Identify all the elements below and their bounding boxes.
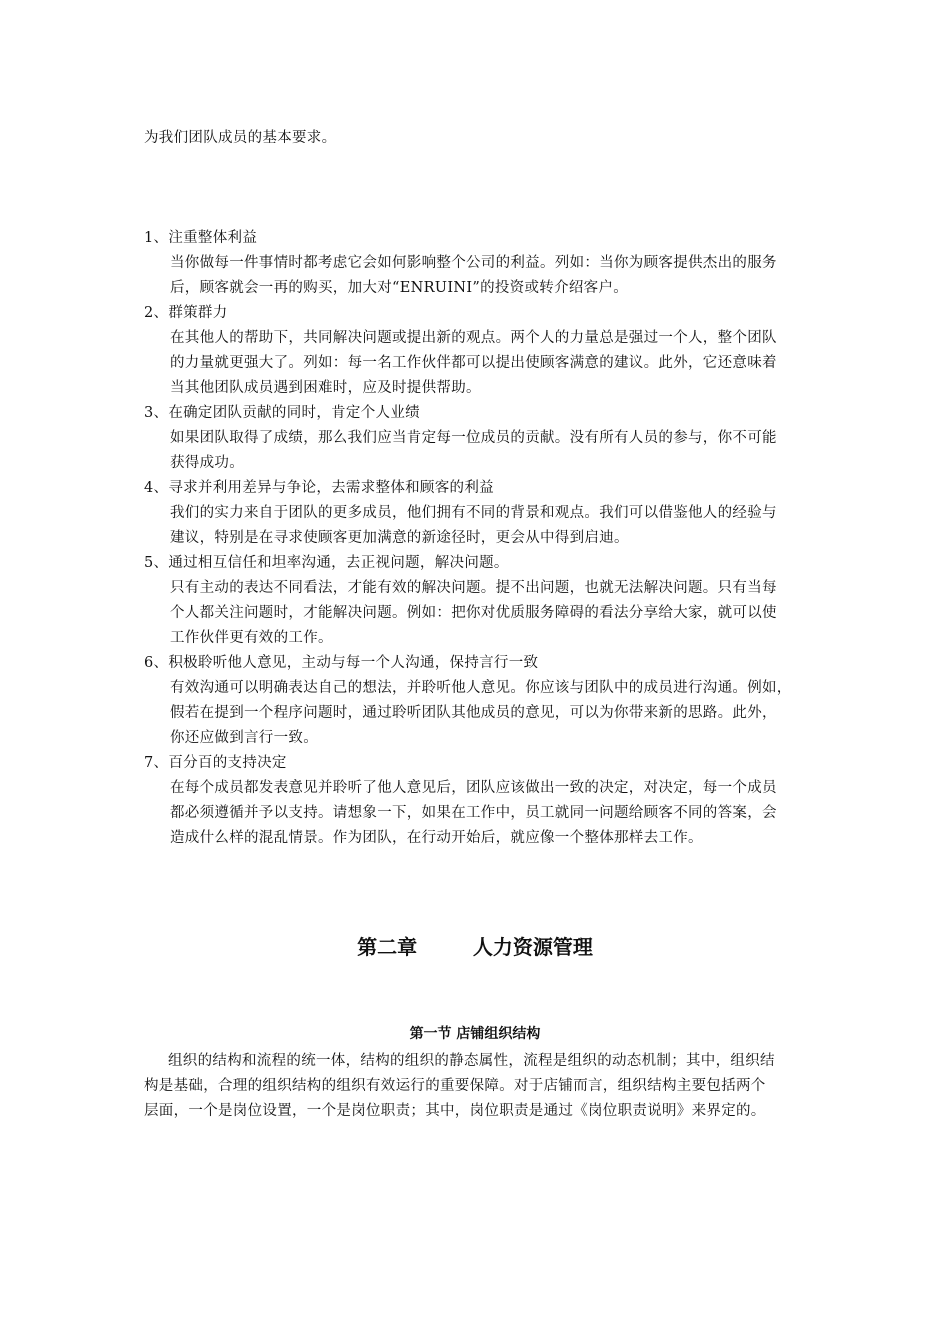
item-7-title: 7、百分百的支持决定 [144,755,287,771]
item-5-line: 只有主动的表达不同看法，才能有效的解决问题。提不出问题，也就无法解决问题。只有当每 [170,580,777,596]
item-4-line: 建议，特别是在寻求使顾客更加满意的新途径时，更会从中得到启迪。 [170,530,629,546]
item-2-line: 的力量就更强大了。列如：每一名工作伙伴都可以提出使顾客满意的建议。此外，它还意味着 [170,355,777,371]
item-4-title: 4、寻求并利用差异与争论，去需求整体和顾客的利益 [144,480,494,496]
item-3-line: 如果团队取得了成绩，那么我们应当肯定每一位成员的贡献。没有所有人员的参与，你不可能 [170,430,777,446]
item-5-line: 工作伙伴更有效的工作。 [170,630,333,646]
item-6-title: 6、积极聆听他人意见，主动与每一个人沟通，保持言行一致 [144,655,539,671]
item-6-line: 你还应做到言行一致。 [170,730,318,746]
intro-line: 为我们团队成员的基本要求。 [144,130,337,146]
chapter-title: 第二章 人力资源管理 [357,935,593,959]
item-4-line: 我们的实力来自于团队的更多成员，他们拥有不同的背景和观点。我们可以借鉴他人的经验与 [170,505,777,521]
item-5-title: 5、通过相互信任和坦率沟通，去正视问题，解决问题。 [144,555,509,571]
item-7-line: 在每个成员都发表意见并聆听了他人意见后，团队应该做出一致的决定，对决定，每一个成员 [170,780,777,796]
paragraph-line: 构是基础，合理的组织结构的组织有效运行的重要保障。对于店铺而言，组织结构主要包括两个 [144,1078,766,1094]
item-3-title: 3、在确定团队贡献的同时，肯定个人业绩 [144,405,420,421]
item-6-line: 有效沟通可以明确表达自己的想法，并聆听他人意见。你应该与团队中的成员进行沟通。例如， [170,680,792,696]
item-7-line: 造成什么样的混乱情景。作为团队，在行动开始后，就应像一个整体那样去工作。 [170,830,703,846]
item-2-line: 在其他人的帮助下，共同解决问题或提出新的观点。两个人的力量总是强过一个人，整个团队 [170,330,777,346]
item-7-line: 都必须遵循并予以支持。请想象一下，如果在工作中，员工就同一问题给顾客不同的答案，会 [170,805,777,821]
item-1-line: 后，顾客就会一再的购买，加大对“ENRUINI”的投资或转介绍客户。 [170,280,629,296]
item-2-title: 2、群策群力 [144,305,228,321]
item-6-line: 假若在提到一个程序问题时，通过聆听团队其他成员的意见，可以为你带来新的思路。此外， [170,705,777,721]
item-1-title: 1、注重整体利益 [144,230,258,246]
item-3-line: 获得成功。 [170,455,244,471]
paragraph-line: 层面，一个是岗位设置，一个是岗位职责；其中，岗位职责是通过《岗位职责说明》来界定的。 [144,1103,766,1119]
item-1-line: 当你做每一件事情时都考虑它会如何影响整个公司的利益。列如：当你为顾客提供杰出的服务 [170,255,777,271]
section-title: 第一节 店铺组织结构 [409,1026,541,1042]
paragraph-line: 组织的结构和流程的统一体，结构的组织的静态属性，流程是组织的动态机制；其中，组织结 [168,1053,775,1069]
item-2-line: 当其他团队成员遇到困难时，应及时提供帮助。 [170,380,481,396]
item-5-line: 个人都关注问题时，才能解决问题。例如：把你对优质服务障碍的看法分享给大家，就可以使 [170,605,777,621]
